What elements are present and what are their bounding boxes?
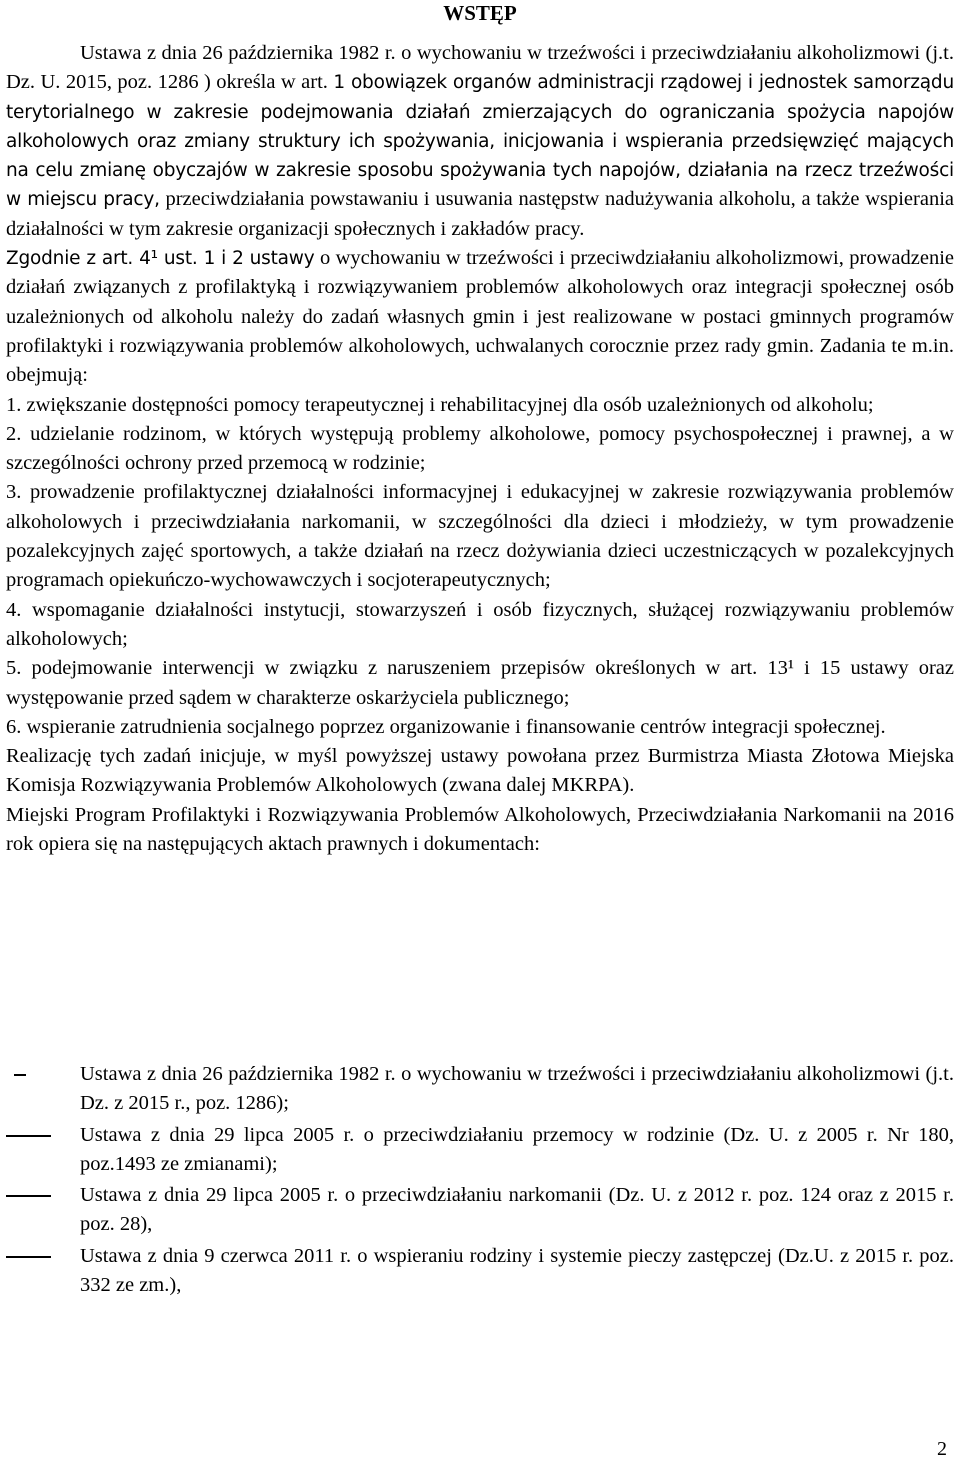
intro-text-1c: przeciwdziałania powstawaniu i usuwania następstw nadużywania alkoholu, a także wspierania działalności w tym zakresie organizacji społecznych i zakładów pracy. [6,188,954,240]
page-number: 2 [937,1438,947,1460]
task-item: 4. wspomaganie działalności instytucji, stowarzyszeń i osób fizycznych, służącej rozwiązywaniu problemów alkoholowych; [6,598,954,650]
task-item: 5. podejmowanie interwencji w związku z naruszeniem przepisów określonych w art. 13¹ i 15 ustawy oraz występowanie przed sądem w charakterze oskarżyciela publicznego; [6,657,954,709]
intro-paragraph-2 [6,244,954,390]
intro-text-2a: Zgodnie z art. 4¹ ust. 1 i 2 ustawy [6,248,315,270]
page-title: WSTĘP [443,1,517,25]
legal-act-text: Ustawa z dnia 26 października 1982 r. o wychowaniu w trzeźwości i przeciwdziałaniu alkoholizmowi (j.t. Dz. z 2015 r., poz. 1286); [80,1063,954,1115]
realization-paragraph: Realizację tych zadań inicjuje, w myśl powyższej ustawy powołana przez Burmistrza Miasta Złotowa Miejska Komisja Rozwiązywania Problemów Alkoholowych (zwana dalej MKRPA). [6,745,954,797]
dash-bullet-icon [6,1256,51,1258]
legal-act-text: Ustawa z dnia 9 czerwca 2011 r. o wspieraniu rodziny i systemie pieczy zastępczej (Dz.U. z 2015 r. poz. 332 ze zm.), [80,1244,954,1297]
legal-acts-list [6,1060,954,1302]
task-item: 2. udzielanie rodzinom, w których występują problemy alkoholowe, pomocy psychospołecznej i prawnej, a w szczególności ochrony przed przemocą w rodzinie; [6,422,954,475]
intro-section [6,39,954,859]
legal-act-item [6,1121,954,1180]
program-paragraph: Miejski Program Profilaktyki i Rozwiązywania Problemów Alkoholowych, Przeciwdziałania Narkomanii na 2016 rok opiera się na następujących aktach prawnych i dokumentach: [6,803,954,856]
legal-act-item [6,1181,954,1240]
intro-text-2b: o wychowaniu w trzeźwości i przeciwdziałaniu alkoholizmowi, prowadzenie działań związanych z profilaktyką i rozwiązywaniem problemów alkoholowych oraz integracji społecznej osób uzależnionych od alkoholu należy do zadań własnych gmin i jest realizowane w postaci gminnych programów profilaktyki i rozwiązywania problemów alkoholowych, uchwalanych corocznie przez rady gmin. Zadania te m.in. obejmują: [6,247,955,387]
task-item: 1. zwiększanie dostępności pomocy terapeutycznej i rehabilitacyjnej dla osób uzależnionych od alkoholu; [6,393,874,416]
dash-bullet-icon [6,1135,51,1137]
legal-act-item [6,1060,954,1119]
legal-act-item [6,1242,954,1301]
legal-act-text: Ustawa z dnia 29 lipca 2005 r. o przeciwdziałaniu przemocy w rodzinie (Dz. U. z 2005 r. Nr 180, poz.1493 ze zmianami); [80,1123,954,1175]
intro-text-1b: 1 obowiązek organów administracji rządowej i jednostek samorządu terytorialnego w zakresie podejmowania działań zmierzających do ograniczania spożycia napojów alkoholowych oraz zmiany struktury ich spożywania, inicjowania i wspierania przedsięwzięć mających na celu zmianę obyczajów w zakresie sposobu spożywania tych napojów, działania na rzecz trzeźwości w miejscu pracy, [6,72,955,211]
dash-bullet-icon [6,1195,51,1197]
intro-text-1a: Ustawa z dnia 26 października 1982 r. o wychowaniu w trzeźwości i przeciwdziałaniu alkoholizmowi (j.t. Dz. U. 2015, poz. 1286 ) określa w art. [6,42,954,94]
intro-paragraph-1 [6,39,954,244]
dash-bullet-icon [14,1074,26,1076]
task-item: 6. wspieranie zatrudnienia socjalnego poprzez organizowanie i finansowanie centrów integracji społecznej. [6,715,886,738]
task-item: 3. prowadzenie profilaktycznej działalności informacyjnej i edukacyjnej w zakresie rozwiązywania problemów alkoholowych i przeciwdziałania narkomanii, w szczególności dla dzieci i młodzieży, w tym prowadzenie pozalekcyjnych zajęć sportowych, a także działań na rzecz dożywiania dzieci uczestniczących w pozalekcyjnych programach opiekuńczo-wychowawczych i socjoterapeutycznych; [6,481,954,592]
legal-act-text: Ustawa z dnia 29 lipca 2005 r. o przeciwdziałaniu narkomanii (Dz. U. z 2012 r. poz. 124 oraz z 2015 r. poz. 28), [80,1184,954,1236]
